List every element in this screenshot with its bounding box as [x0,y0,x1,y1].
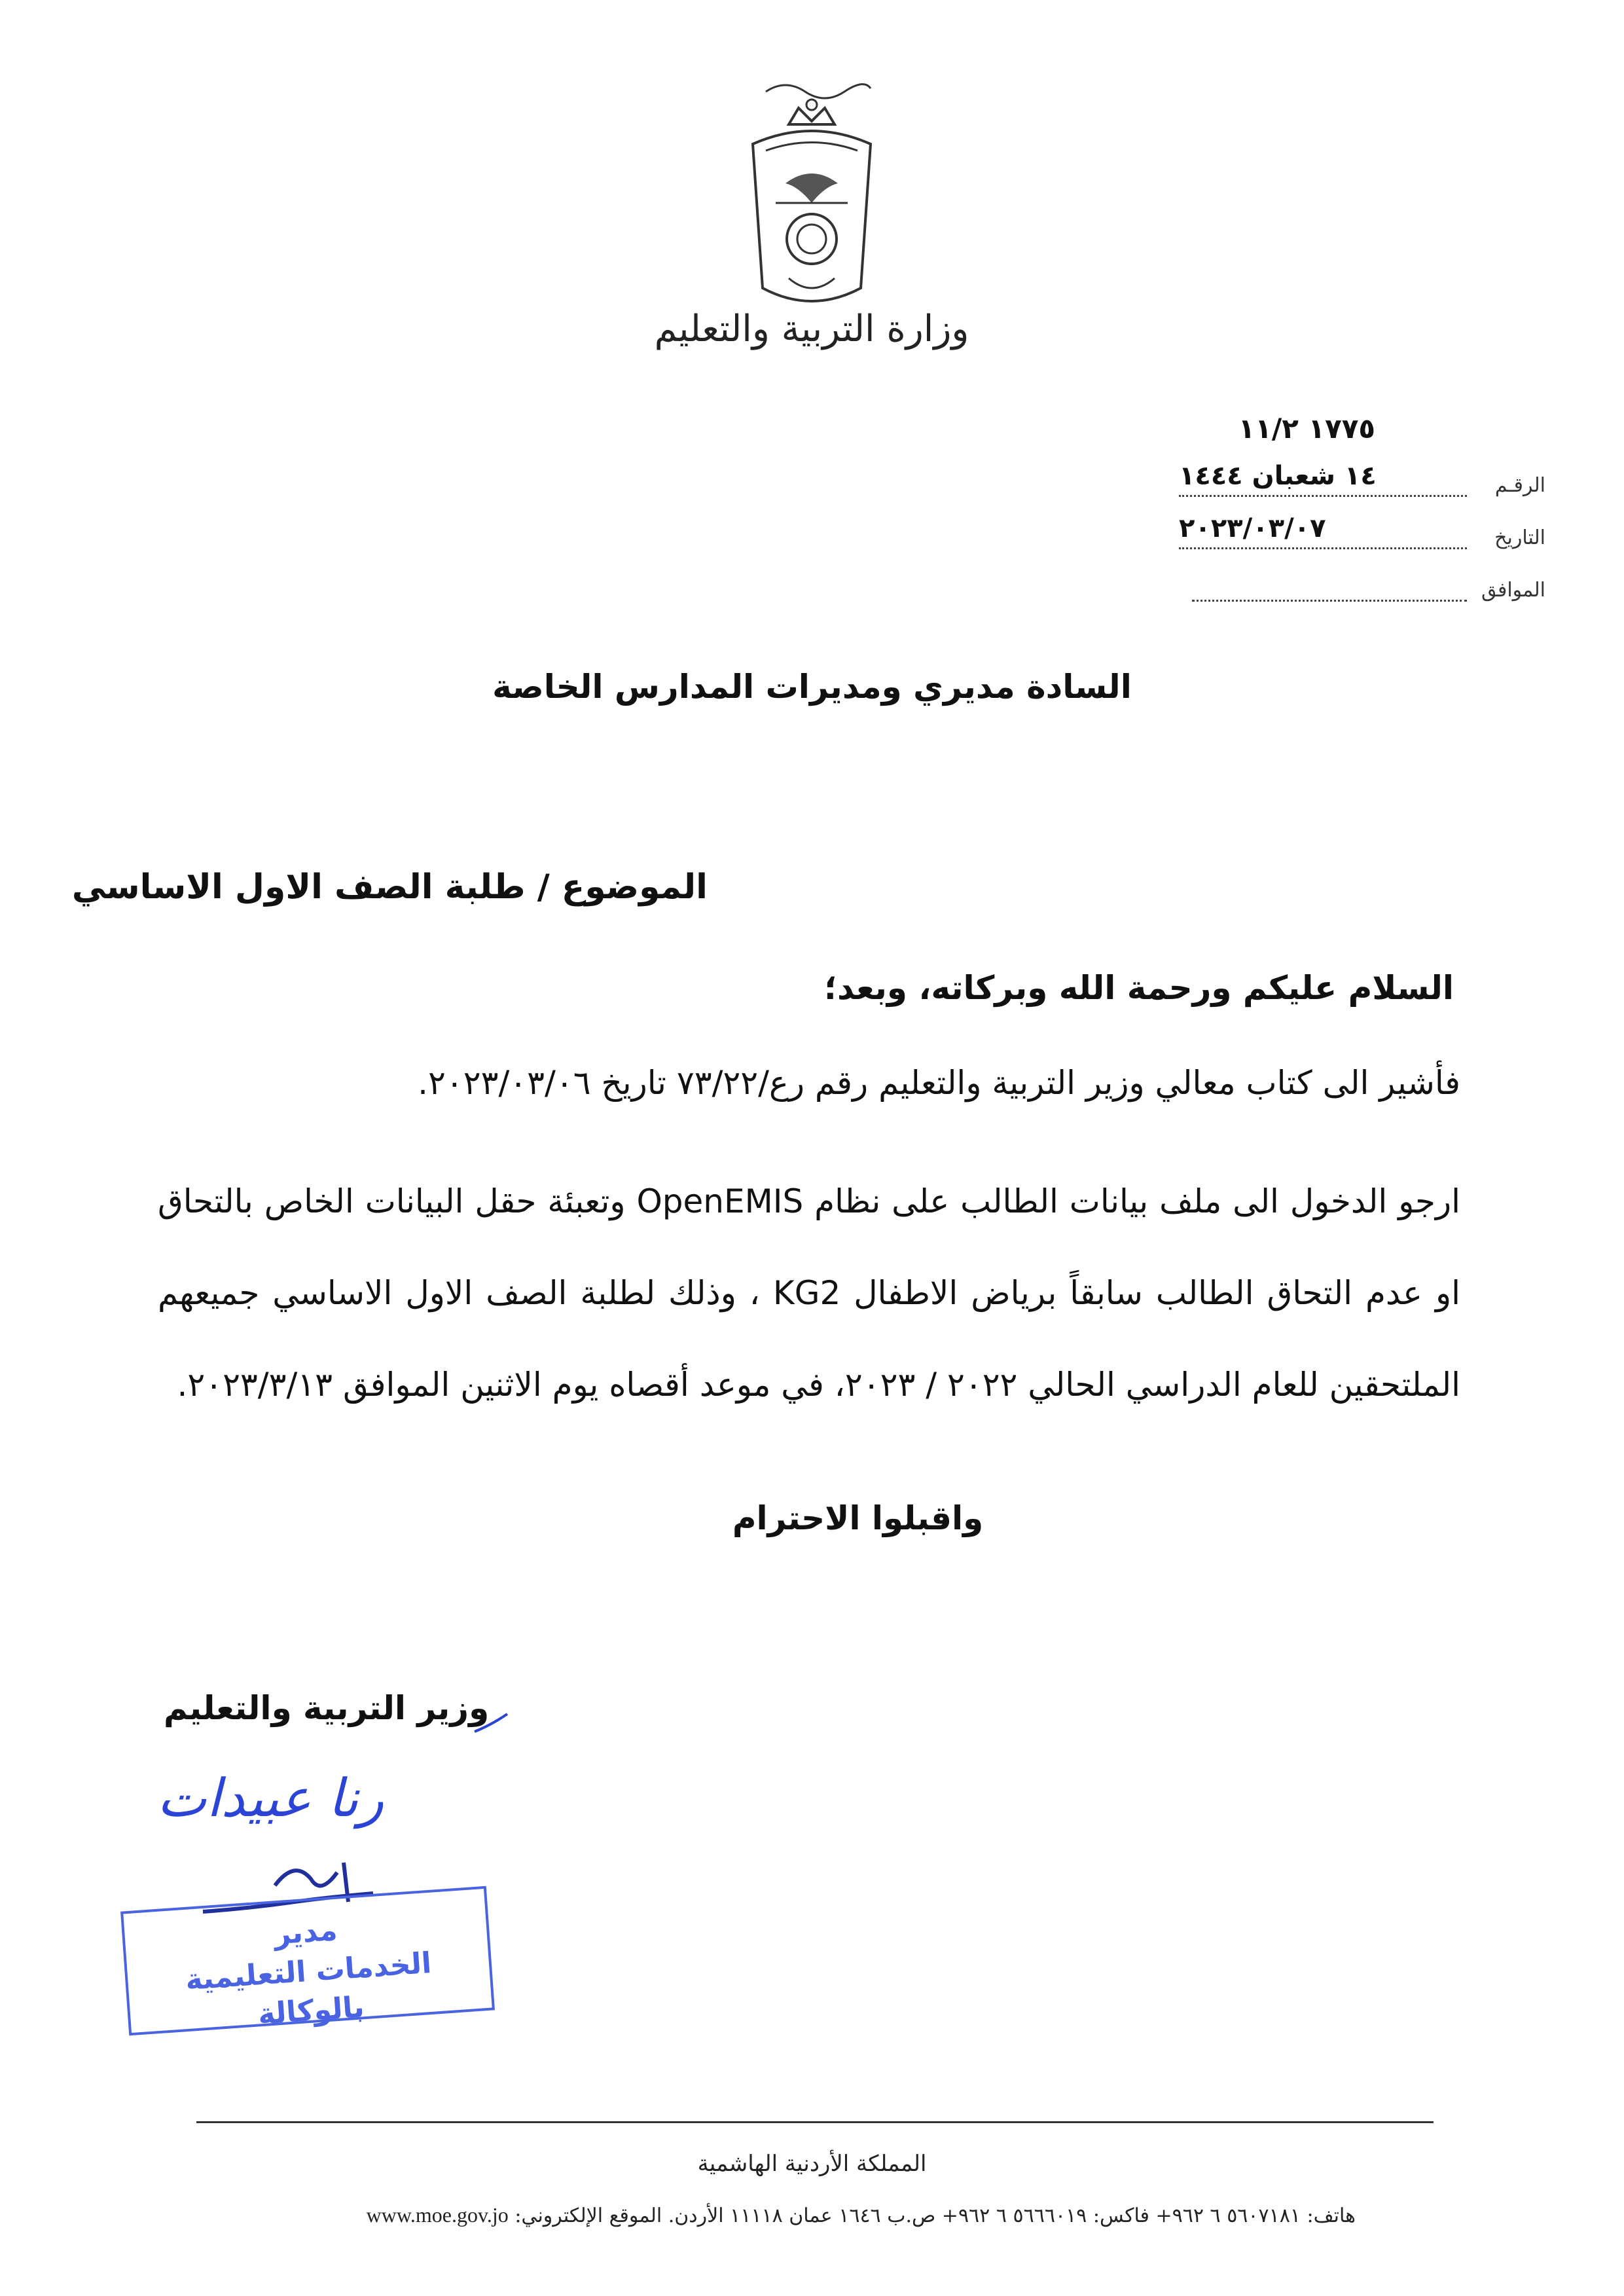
reference-number-value: ١٤ شعبان ١٤٤٤ [1179,461,1467,497]
footer-website-link[interactable]: www.moe.gov.jo [366,2203,509,2227]
signer-title: وزير التربية والتعليم [164,1689,490,1727]
reference-date-label: التاريخ [1494,526,1545,549]
reference-corresponding-value [1192,596,1467,602]
reference-corresponding-row [891,549,1545,602]
reference-top-number: ١٧٧٥ ١١/٢ [1238,412,1375,445]
reference-corresponding-label: الموافق [1481,579,1545,602]
reference-block [891,412,1545,602]
handwritten-signature-name: رنا عبيدات [157,1768,384,1829]
reference-number-label: الرقـم [1494,474,1545,497]
reference-date-value: ٢٠٢٣/٠٣/٠٧ [1179,513,1467,549]
letter-closing: واقبلوا الاحترام [732,1499,984,1537]
footer-contact-details: هاتف: ٥٦٠٧١٨١ ٦ ٩٦٢+ فاكس: ٥٦٦٦٠١٩ ٦ ٩٦٢+ ص.ب ١٦٤٦ عمان ١١١١٨ الأردن. الموقع الإلكتروني: [514,2204,1356,2227]
reference-number-row [891,445,1545,497]
letter-subject: الموضوع / طلبة الصف الاول الاساسي [71,867,708,907]
letter-paragraph-2: ارجو الدخول الى ملف بيانات الطالب على نظام OpenEMIS وتعبئة حقل البيانات الخاص بالتحاق او عدم التحاق الطالب سابقاً برياض الاطفال KG2 ، وذلك لطلبة الصف الاول الاساسي جميعهم الملتحقين للعام الدراسي الحالي ٢٠٢٢ / ٢٠٢٣، في موعد أقصاه يوم الاثنين الموافق ٢٠٢٣/٣/١٣. [158,1182,1460,1404]
signature-tick-mark [471,1709,511,1735]
official-stamp [120,1886,495,2036]
footer-divider [196,2121,1434,2123]
stamp-line-2: الخدمات التعليمية بالوكالة [184,1946,433,2032]
letter-greeting: السلام عليكم ورحمة الله وبركاته، وبعد؛ [824,969,1454,1007]
letter-addressee: السادة مديري ومديرات المدارس الخاصة [492,668,1132,706]
ministry-name-logotype: وزارة التربية والتعليم [654,308,969,350]
reference-date-row [891,497,1545,549]
footer-contact-line [367,2203,1356,2227]
stamp-line-1: مدير [273,1913,338,1952]
footer-country-name: المملكة الأردنية الهاشمية [697,2151,927,2177]
letter-paragraph-1: فأشير الى كتاب معالي وزير التربية والتعليم رقم رع/٧٣/٢٢ تاريخ ٢٠٢٣/٠٣/٠٦. [418,1064,1460,1102]
coat-of-arms-emblem [727,72,897,321]
